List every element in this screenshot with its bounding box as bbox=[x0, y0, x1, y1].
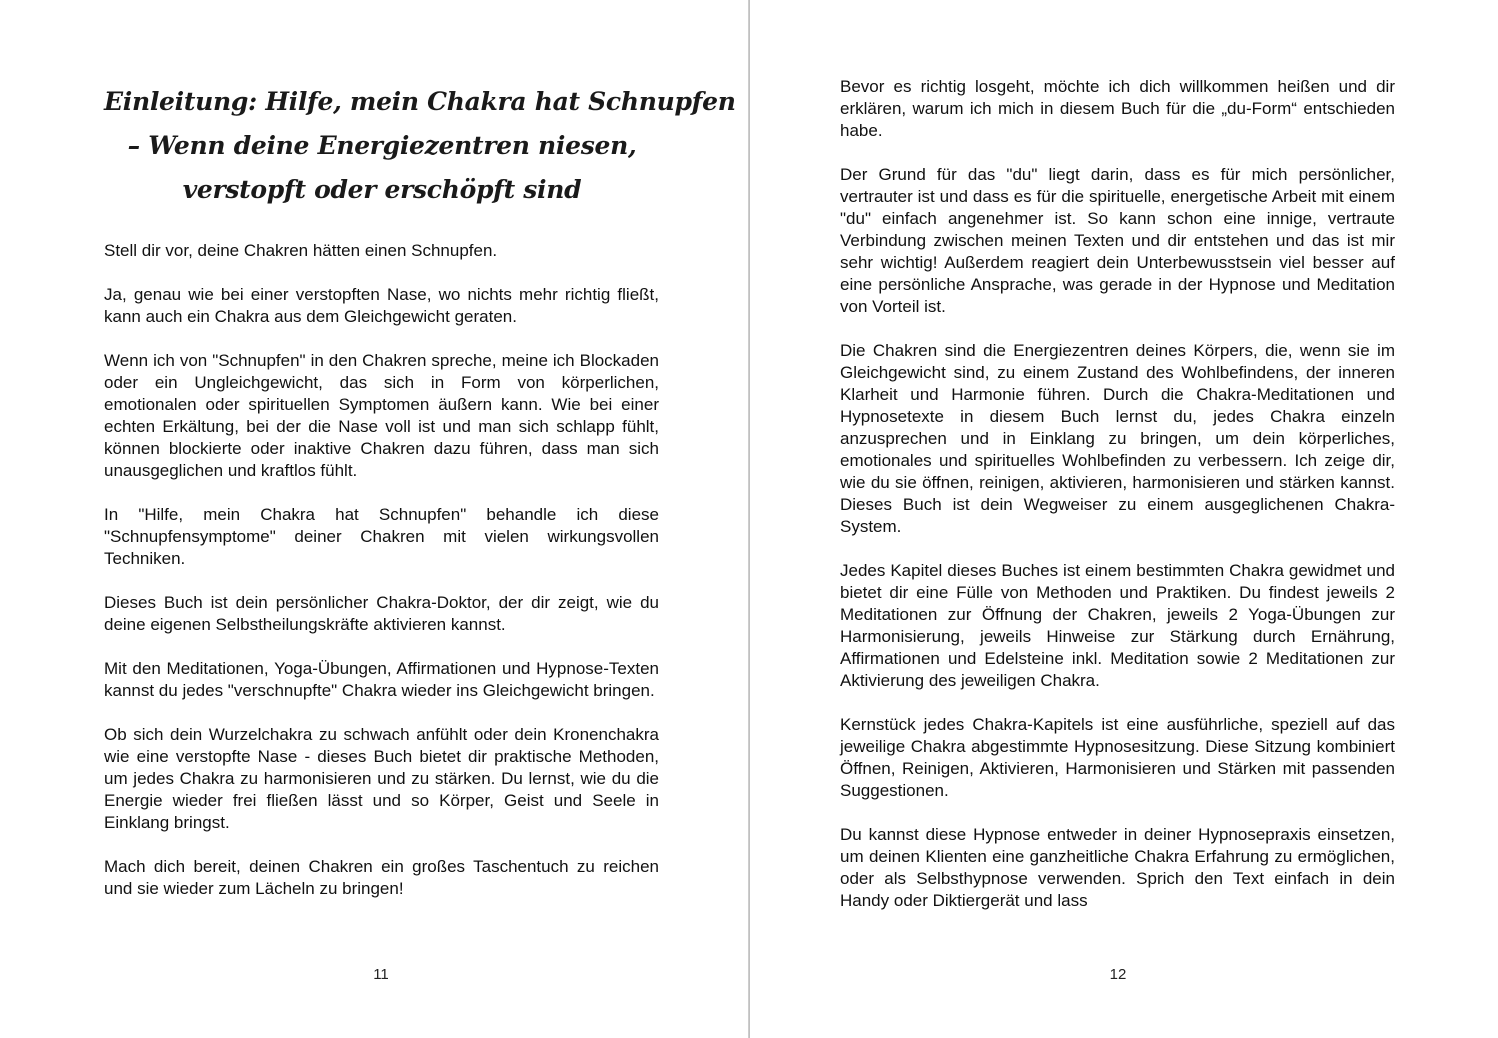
paragraph: Dieses Buch ist dein persönlicher Chakra-Doktor, der dir zeigt, wie du deine eigenen Selbstheilungskräfte aktivieren kannst. bbox=[104, 593, 659, 634]
paragraph: Bevor es richtig losgeht, möchte ich dich willkommen heißen und dir erklären, warum ich mich in diesem Buch für die „du-Form“ entschieden habe. bbox=[840, 77, 1395, 140]
paragraph: Du kannst diese Hypnose entweder in deiner Hypnosepraxis einsetzen, um deinen Klienten eine ganzheitliche Chakra Erfahrung zu ermöglichen, oder als Selbsthypnose verwenden. Sprich den Text einfach in dein Handy oder Diktiergerät und lass bbox=[840, 825, 1395, 910]
paragraph: Mit den Meditationen, Yoga-Übungen, Affirmationen und Hypnose-Texten kannst du jedes "verschnupfte" Chakra wieder ins Gleichgewicht bringen. bbox=[104, 659, 659, 700]
paragraph: Der Grund für das "du" liegt darin, dass es für mich persönlicher, vertrauter ist und dass es für die spirituelle, energetische Arbeit mit einem "du" einfach angenehmer ist. So kann schon eine innige, vertraute Verbindung zwischen meinen Texten und dir entstehen und das ist mir sehr wichtig! Außerdem reagiert dein Unterbewusstsein viel besser auf eine persönliche Ansprache, was gerade in der Hypnose und Meditation von Vorteil ist. bbox=[840, 165, 1395, 316]
page-number-right: 12 bbox=[1109, 966, 1127, 983]
chapter-title-line: – Wenn deine Energiezentren niesen, bbox=[127, 131, 637, 160]
right-page-body bbox=[840, 76, 1395, 912]
paragraph: Kernstück jedes Chakra-Kapitels ist eine ausführliche, speziell auf das jeweilige Chakra abgestimmte Hypnosesitzung. Diese Sitzung kombiniert Öffnen, Reinigen, Aktivieren, Harmonisieren und Stärken mit passenden Suggestionen. bbox=[840, 715, 1395, 800]
paragraph: Jedes Kapitel dieses Buches ist einem bestimmten Chakra gewidmet und bietet dir eine Fülle von Methoden und Praktiken. Du findest jeweils 2 Meditationen zur Öffnung der Chakren, jeweils 2 Yoga-Übungen zur Harmonisierung, jeweils Hinweise zur Stärkung durch Ernährung, Affirmationen und Edelsteine inkl. Meditation sowie 2 Meditationen zur Aktivierung des jeweiligen Chakra. bbox=[840, 561, 1395, 690]
paragraph: Stell dir vor, deine Chakren hätten einen Schnupfen. bbox=[104, 241, 498, 260]
paragraph: In "Hilfe, mein Chakra hat Schnupfen" behandle ich diese "Schnupfensymptome" deiner Chakren mit vielen wirkungsvollen Techniken. bbox=[104, 505, 659, 568]
chapter-title-line: Einleitung: Hilfe, mein Chakra hat Schnupfen bbox=[104, 87, 736, 116]
paragraph: Mach dich bereit, deinen Chakren ein großes Taschentuch zu reichen und sie wieder zum Lächeln zu bringen! bbox=[104, 857, 659, 898]
paragraph: Ja, genau wie bei einer verstopften Nase, wo nichts mehr richtig fließt, kann auch ein Chakra aus dem Gleichgewicht geraten. bbox=[104, 285, 659, 326]
paragraph: Die Chakren sind die Energiezentren deines Körpers, die, wenn sie im Gleichgewicht sind, zu einem Zustand des Wohlbefindens, der inneren Klarheit und Harmonie führen. Durch die Chakra-Meditationen und Hypnosetexte in diesem Buch lernst du, jedes Chakra einzeln anzusprechen und in Einklang zu bringen, um dein körperliches, emotionales und spirituelles Wohlbefinden zu verbessern. Ich zeige dir, wie du sie öffnen, reinigen, aktivieren, harmonisieren und stärken kannst. Dieses Buch ist dein Wegweiser zu einem ausgeglichenen Chakra-System. bbox=[840, 341, 1395, 536]
page-number-left: 11 bbox=[373, 966, 389, 983]
left-page-body bbox=[104, 240, 659, 900]
chapter-title bbox=[104, 80, 736, 212]
paragraph: Wenn ich von "Schnupfen" in den Chakren spreche, meine ich Blockaden oder ein Ungleichgewicht, das sich in Form von körperlichen, emotionalen oder spirituellen Symptomen äußern kann. Wie bei einer echten Erkältung, bei der die Nase voll ist und man sich schlapp fühlt, können blockierte oder inaktive Chakren dazu führen, dass man sich unausgeglichen und kraftlos fühlt. bbox=[104, 351, 659, 480]
paragraph: Ob sich dein Wurzelchakra zu schwach anfühlt oder dein Kronenchakra wie eine verstopfte Nase - dieses Buch bietet dir praktische Methoden, um jedes Chakra zu harmonisieren und zu stärken. Du lernst, wie du die Energie wieder frei fließen lässt und so Körper, Geist und Seele in Einklang bringst. bbox=[104, 725, 659, 832]
left-page bbox=[0, 0, 748, 1038]
right-page bbox=[750, 0, 1498, 1038]
chapter-title-line: verstopft oder erschöpft sind bbox=[182, 175, 582, 204]
